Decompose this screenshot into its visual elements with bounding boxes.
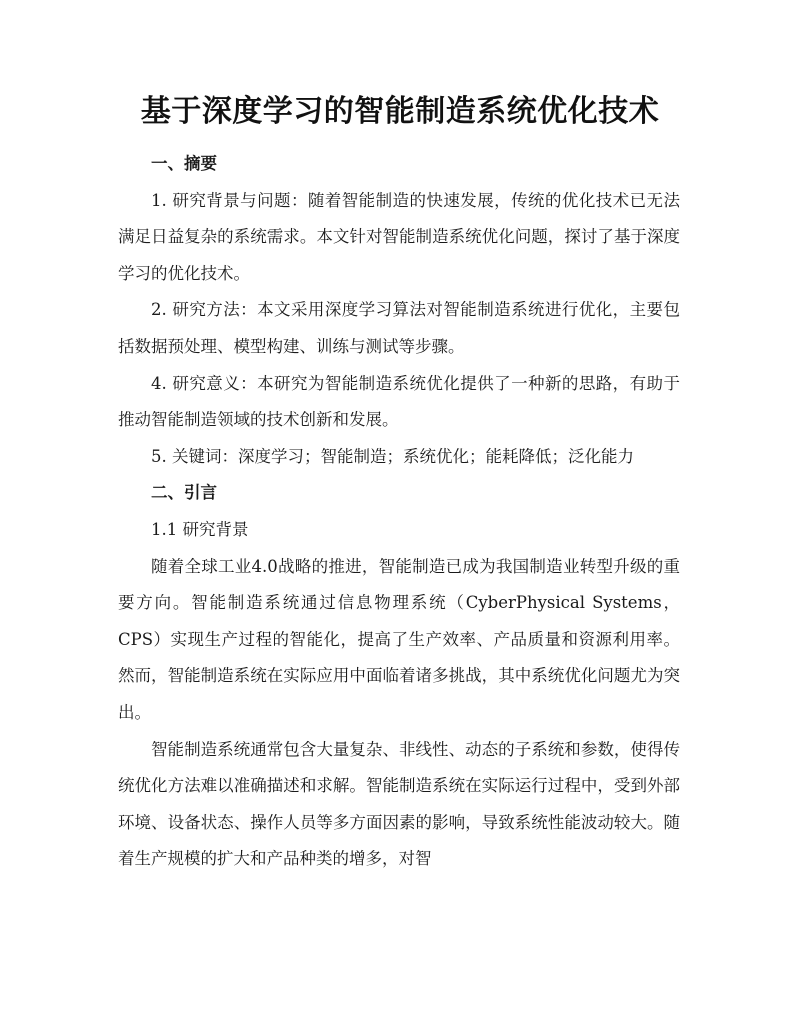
document-title: 基于深度学习的智能制造系统优化技术 <box>140 94 660 129</box>
abstract-item: 1. 研究背景与问题：随着智能制造的快速发展，传统的优化技术已无法满足日益复杂的系统需求。本文针对智能制造系统优化问题，探讨了基于深度学习的优化技术。 <box>118 190 680 283</box>
document-body <box>118 146 680 878</box>
section-heading-introduction: 二、引言 <box>151 483 217 503</box>
subsection-heading-background: 1.1 研究背景 <box>151 519 249 539</box>
abstract-item: 2. 研究方法：本文采用深度学习算法对智能制造系统进行优化，主要包括数据预处理、模型构建、训练与测试等步骤。 <box>118 300 680 356</box>
abstract-item: 4. 研究意义：本研究为智能制造系统优化提供了一种新的思路，有助于推动智能制造领域的技术创新和发展。 <box>118 373 680 430</box>
body-paragraph: 随着全球工业4.0战略的推进，智能制造已成为我国制造业转型升级的重要方向。智能制造系统通过信息物理系统（CyberPhysical Systems，CPS）实现生产过程的智能化，提高了生产效率、产品质量和资源利用率。然而，智能制造系统在实际应用中面临着诸多挑战，其中系统优化问题尤为突出。 <box>118 556 680 722</box>
section-heading-abstract: 一、摘要 <box>151 154 217 173</box>
abstract-item: 5. 关键词：深度学习；智能制造；系统优化；能耗降低；泛化能力 <box>151 446 634 466</box>
body-paragraph: 智能制造系统通常包含大量复杂、非线性、动态的子系统和参数，使得传统优化方法难以准确描述和求解。智能制造系统在实际运行过程中，受到外部环境、设备状态、操作人员等多方面因素的影响，导致系统性能波动较大。随着生产规模的扩大和产品种类的增多，对智 <box>118 739 680 869</box>
